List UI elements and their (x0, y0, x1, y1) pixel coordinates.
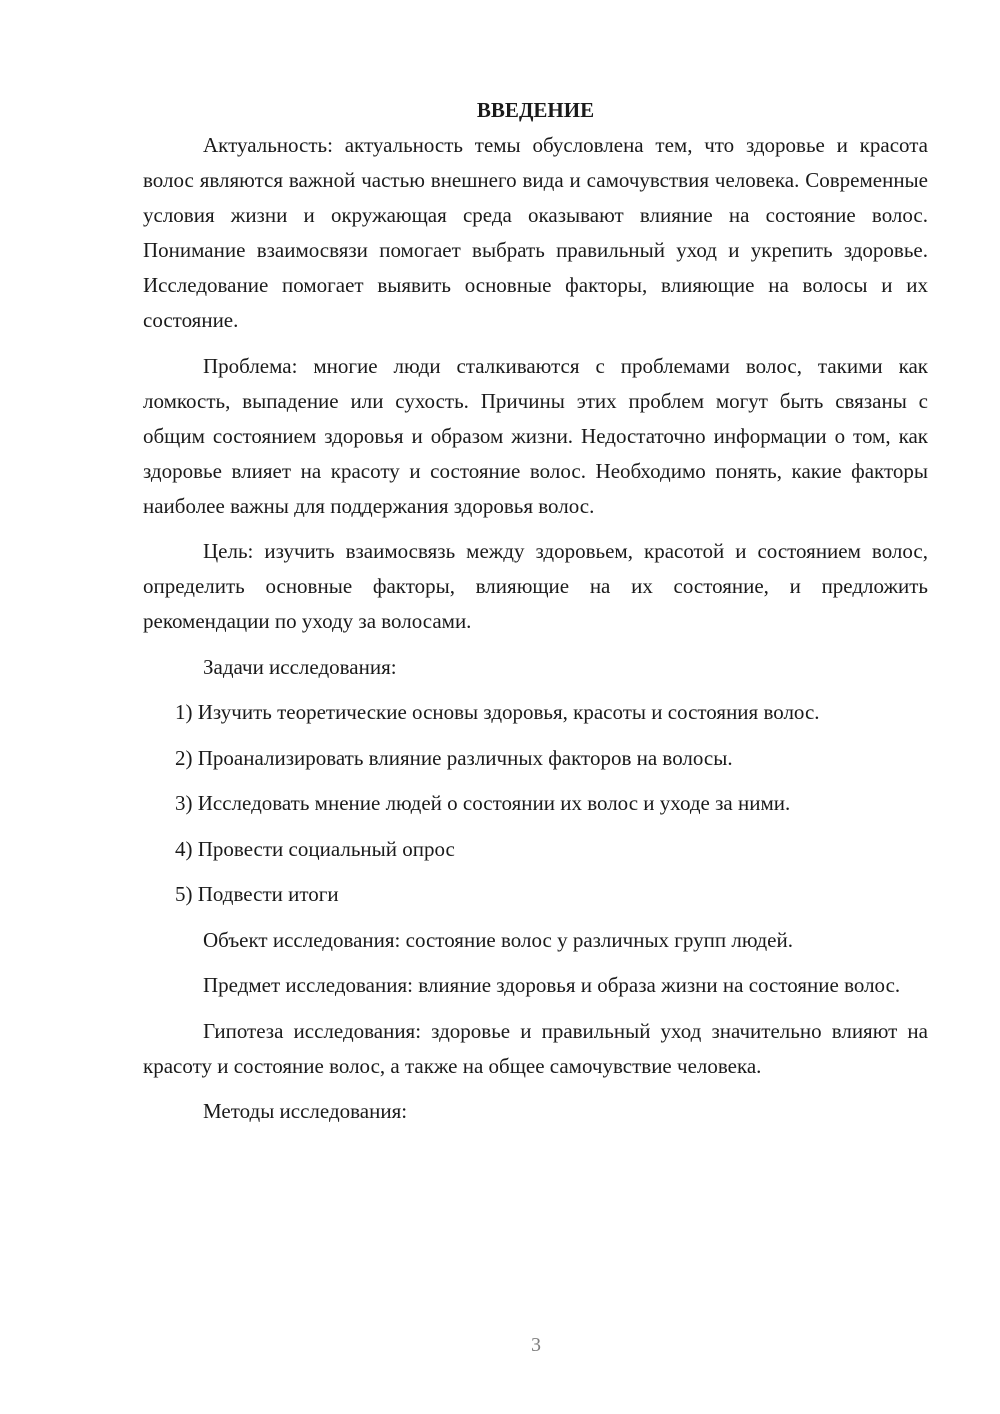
tasks-heading: Задачи исследования: (203, 654, 397, 679)
task-item-2: 2) Проанализировать влияние различных факторов на волосы. (175, 745, 733, 770)
page-number: 3 (531, 1334, 541, 1356)
document-page (143, 95, 928, 1140)
object-paragraph: Объект исследования: состояние волос у различных групп людей. (203, 927, 793, 952)
hypothesis-paragraph: Гипотеза исследования: здоровье и правильный уход значительно влияют на красоту и состояние волос, а также на общее самочувствие человека. (143, 1018, 928, 1078)
task-item-4: 4) Провести социальный опрос (175, 836, 455, 861)
subject-paragraph: Предмет исследования: влияние здоровья и образа жизни на состояние волос. (203, 973, 901, 997)
page-title: ВВЕДЕНИЕ (476, 98, 595, 122)
goal-paragraph: Цель: изучить взаимосвязь между здоровьем, красотой и состоянием волос, определить основные факторы, влияющие на их состояние, и предложить рекомендации по уходу за волосами. (143, 539, 928, 633)
task-item-5: 5) Подвести итоги (175, 882, 339, 906)
relevance-paragraph: Актуальность: актуальность темы обусловлена тем, что здоровье и красота волос являются важной частью внешнего вида и самочувствия человека. Современные условия жизни и окружающая среда оказывают влияние на состояние волос. Понимание взаимосвязи помогает выбрать правильный уход и укрепить здоровье. Исследование помогает выявить основные факторы, влияющие на волосы и их состояние. (143, 133, 928, 332)
task-item-3: 3) Исследовать мнение людей о состоянии их волос и уходе за ними. (175, 791, 791, 815)
problem-paragraph: Проблема: многие люди сталкиваются с проблемами волос, такими как ломкость, выпадение или сухость. Причины этих проблем могут быть связаны с общим состоянием здоровья и образом жизни. Недостаточно информации о том, как здоровье влияет на красоту и состояние волос. Необходимо понять, какие факторы наиболее важны для поддержания здоровья волос. (143, 353, 928, 518)
methods-heading: Методы исследования: (203, 1099, 408, 1123)
task-item-1: 1) Изучить теоретические основы здоровья, красоты и состояния волос. (175, 700, 820, 724)
